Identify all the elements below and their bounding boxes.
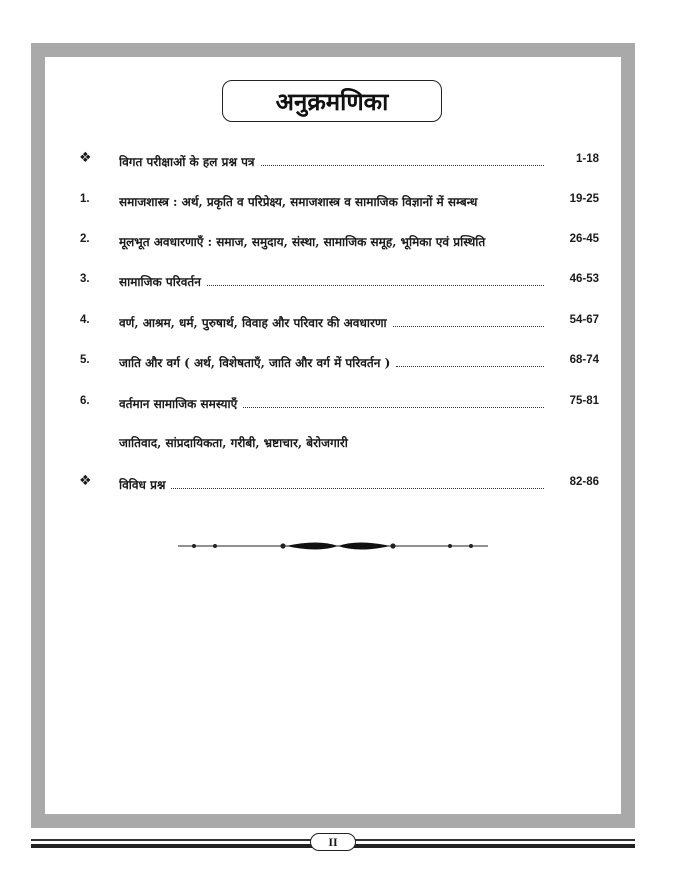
toc-entry-text [119, 233, 552, 250]
toc-entry-label: विगत परीक्षाओं के हल प्रश्न पत्र [119, 155, 255, 169]
toc-entry-label: विविध प्रश्न [119, 478, 166, 492]
toc-entry-pages: 46-53 [569, 273, 599, 285]
toc-entry-label: सामाजिक परिवर्तन [119, 275, 201, 289]
toc-entry-subtopics: जातिवाद, सांप्रदायिकता, गरीबी, भ्रष्टाचार, बेरोजगारी [119, 436, 348, 450]
dot-leader [396, 357, 544, 367]
toc-entry[interactable] [0, 229, 679, 253]
toc-entry-text [119, 153, 554, 170]
toc-entry-pages: 75-81 [569, 395, 599, 407]
toc-entry-pages: 68-74 [569, 354, 599, 366]
toc-entry[interactable] [0, 391, 679, 415]
toc-entry-pages: 82-86 [569, 476, 599, 488]
toc-entry-label: मूलभूत अवधारणाएँ : समाज, समुदाय, संस्था, सामाजिक समूह, भूमिका एवं प्रस्थिति [119, 235, 486, 249]
toc-entry-label: जाति और वर्ग ( अर्थ, विशेषताएँ, जाति और वर्ग में परिवर्तन ) [119, 356, 391, 370]
toc-entry-number: 5. [80, 354, 90, 366]
toc-entry[interactable] [0, 269, 679, 293]
toc-entry[interactable] [0, 189, 679, 213]
toc-entry-text [119, 193, 552, 210]
toc-entry-number: 3. [80, 273, 90, 285]
toc-entry-pages: 26-45 [569, 233, 599, 245]
toc-entry-text [119, 273, 554, 290]
ornament-divider-icon [178, 537, 488, 555]
toc-entry-label: वर्तमान सामाजिक समस्याएँ [119, 397, 238, 411]
toc-entry-number: 6. [80, 395, 90, 407]
bullet-diamond-icon: ❖ [79, 473, 92, 489]
toc-entry-text [119, 395, 554, 412]
toc-entry-number: 1. [80, 193, 90, 205]
toc-entry-label: समाजशास्त्र : अर्थ, प्रकृति व परिप्रेक्ष्य, समाजशास्त्र व सामाजिक विज्ञानों में सम्बन्ध [119, 195, 478, 209]
dot-leader [243, 398, 544, 408]
toc-entry-number: 2. [80, 233, 90, 245]
toc-entry[interactable] [0, 310, 679, 334]
bullet-diamond-icon: ❖ [79, 150, 92, 166]
toc-entry[interactable] [0, 350, 679, 374]
toc-entry[interactable] [0, 149, 679, 173]
toc-entry-number: 4. [80, 314, 90, 326]
toc-entry-label: वर्ण, आश्रम, धर्म, पुरुषार्थ, विवाह और परिवार की अवधारणा [119, 316, 387, 330]
dot-leader [393, 317, 544, 327]
page-title [222, 80, 442, 122]
dot-leader [207, 276, 544, 286]
toc-entry-text [119, 354, 554, 371]
toc-entry-text [119, 314, 554, 331]
toc-entry-text [119, 476, 554, 493]
toc-entry-pages: 1-18 [575, 153, 599, 165]
page-number-text: II [328, 834, 338, 849]
toc-entry-pages: 19-25 [569, 193, 599, 205]
page-title-text: अनुक्रमणिका [275, 86, 389, 116]
toc-entry-pages: 54-67 [569, 314, 599, 326]
dot-leader [171, 479, 544, 489]
dot-leader [261, 156, 544, 166]
page-number [310, 833, 356, 851]
toc-entry[interactable] [0, 472, 679, 496]
